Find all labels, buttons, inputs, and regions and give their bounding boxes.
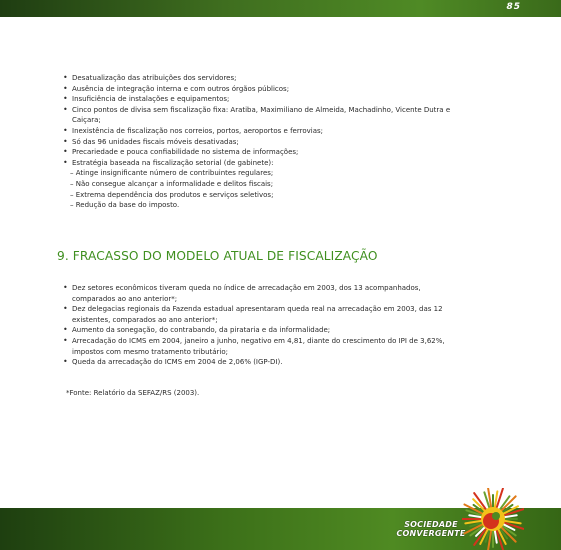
sub-list-item: – Redução da base do imposto.: [70, 201, 180, 210]
list-item: • Desatualização das atribuições dos servidores;: [58, 73, 458, 84]
list-item: • Inexistência de fiscalização nos correios, portos, aeroportos e ferrovias;: [58, 126, 458, 137]
list-item: • Só das 96 unidades fiscais móveis desativadas;: [58, 137, 458, 148]
brand-line-2: CONVERGENTE: [396, 528, 466, 538]
sub-list-item: – Atinge insignificante número de contribuintes regulares;: [70, 169, 274, 178]
brand-line-1: SOCIEDADE: [404, 520, 458, 529]
list-item: • Insuficiência de instalações e equipamentos;: [58, 94, 458, 105]
failures-list: [58, 283, 453, 368]
brand-wordmark: [394, 521, 468, 538]
list-item: • Cinco pontos de divisa sem fiscalização fixa: Aratiba, Maximiliano de Almeida, Machadinho, Vicente Dutra e Caiçara;: [58, 105, 458, 126]
list-item: • Ausência de integração interna e com outros órgãos públicos;: [58, 84, 458, 95]
list-item: • Arrecadação do ICMS em 2004, janeiro a junho, negativo em 4,81, diante do crescimento do IPI de 3,62%, impostos com mesmo tratamento tributário;: [58, 336, 453, 357]
sub-list-item: – Extrema dependência dos produtos e serviços seletivos;: [70, 190, 274, 199]
list-item: • Aumento da sonegação, do contrabando, da pirataria e da informalidade;: [58, 325, 453, 336]
problems-list: [58, 73, 458, 211]
section-title: 9. FRACASSO DO MODELO ATUAL DE FISCALIZAÇÃO: [57, 249, 378, 263]
sunburst-logo-icon: [462, 488, 524, 550]
list-item: • Dez delegacias regionais da Fazenda estadual apresentaram queda real na arrecadação em 2003, das 12 existentes, comparados ao ano anterior*;: [58, 304, 453, 325]
list-item: • Dez setores econômicos tiveram queda no índice de arrecadação em 2003, dos 13 acompanhados, comparados ao ano anterior*;: [58, 283, 453, 304]
list-item: • Queda da arrecadação do ICMS em 2004 de 2,06% (IGP-DI).: [58, 357, 453, 368]
page-number: 85: [506, 2, 521, 12]
sub-list-item: – Não consegue alcançar a informalidade e delitos fiscais;: [70, 179, 274, 188]
list-item: • Precariedade e pouca confiabilidade no sistema de informações;: [58, 147, 458, 158]
source-footnote: *Fonte: Relatório da SEFAZ/RS (2003).: [66, 389, 200, 397]
top-header-bar: [0, 0, 561, 17]
logo-core-green: [492, 512, 500, 520]
list-item: • Estratégia baseada na fiscalização setorial (de gabinete):: [58, 158, 458, 169]
